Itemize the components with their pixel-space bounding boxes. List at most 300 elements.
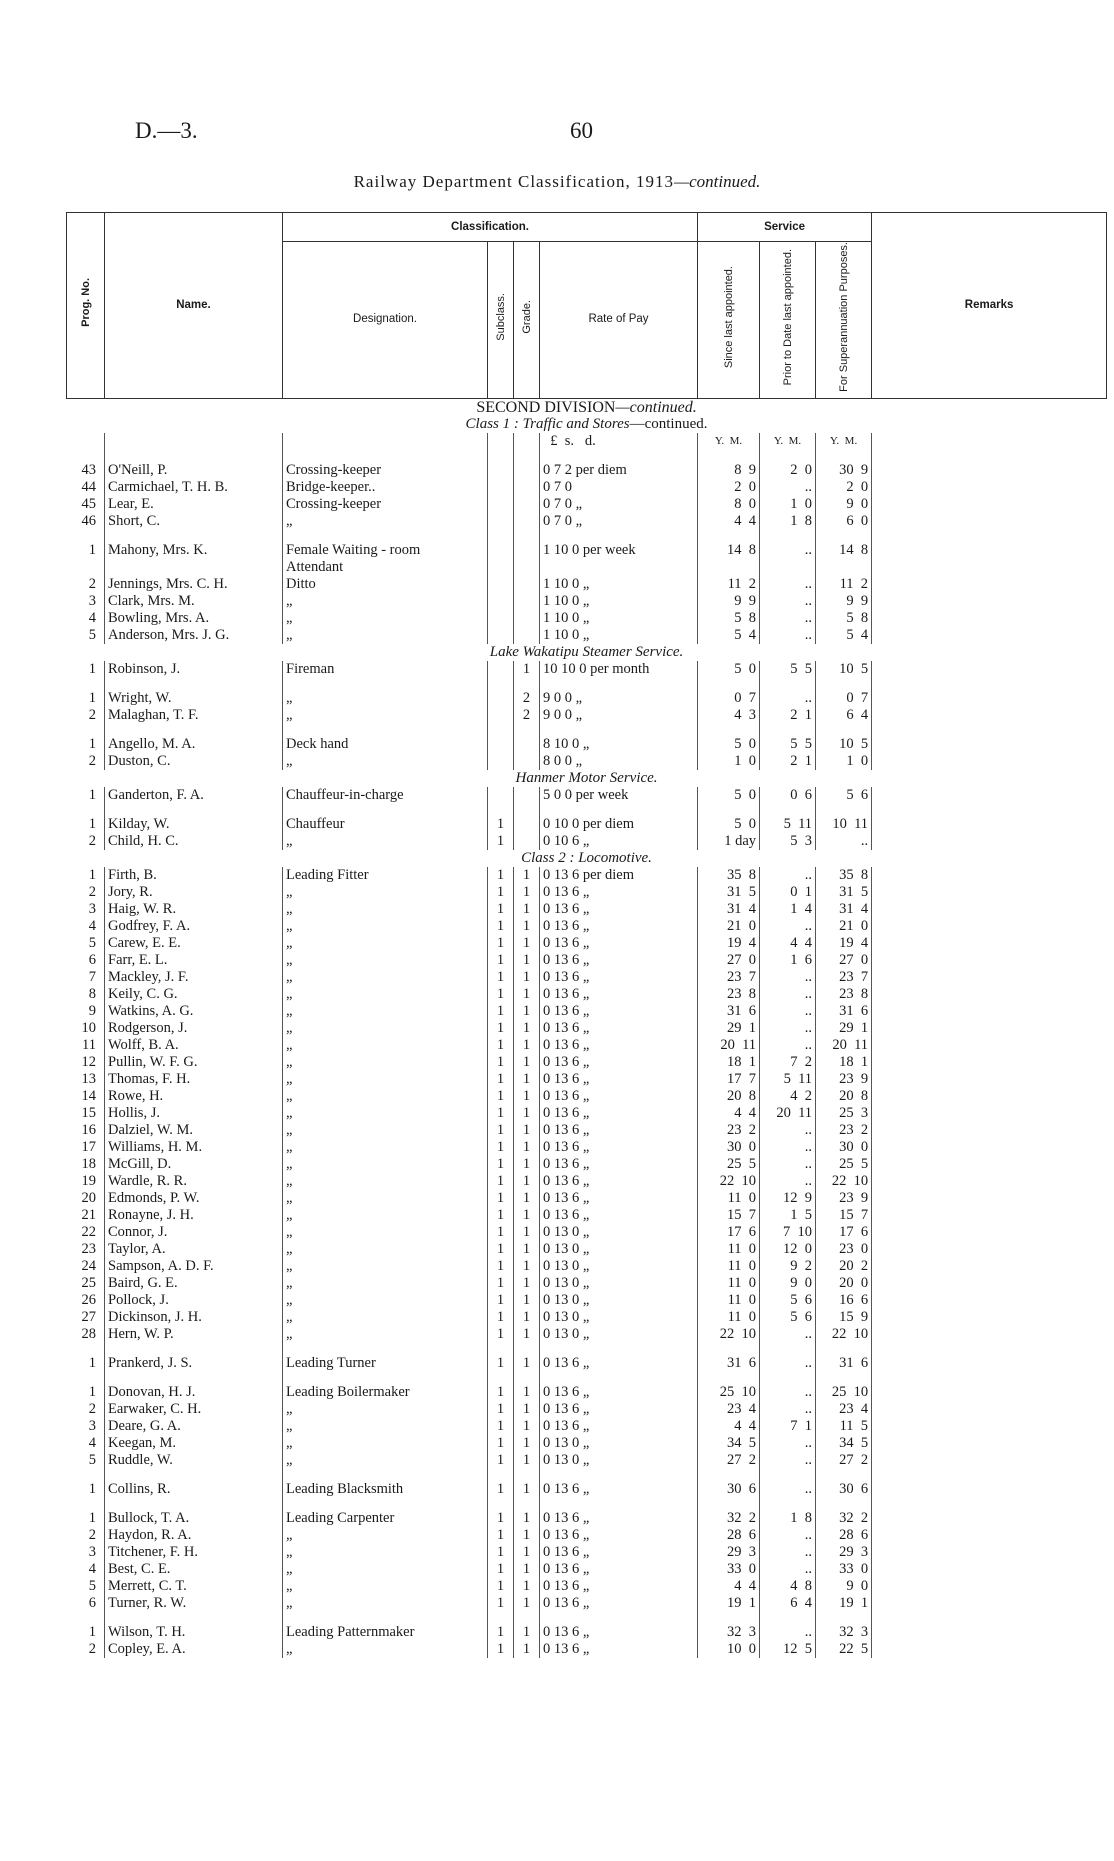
grade: 1 (514, 661, 540, 678)
service-superannuation: 29 3 (816, 1544, 872, 1561)
designation: „ (283, 1309, 488, 1326)
subclass (488, 661, 514, 678)
remarks (872, 1054, 1107, 1071)
service-superannuation: 10 5 (816, 736, 872, 753)
subclass: 1 (488, 1207, 514, 1224)
group-spacer (67, 530, 1107, 542)
grade: 1 (514, 969, 540, 986)
service-prior: 5 6 (760, 1309, 816, 1326)
rate-of-pay: 0 13 6 „ (540, 1020, 698, 1037)
employee-name: Child, H. C. (105, 833, 283, 850)
service-prior: .. (760, 918, 816, 935)
table-row (67, 1190, 1107, 1207)
subclass: 1 (488, 1578, 514, 1595)
service-since-last: 4 3 (698, 707, 760, 724)
designation: Chauffeur-in-charge (283, 787, 488, 804)
designation: „ (283, 513, 488, 530)
rate-of-pay: 0 13 6 „ (540, 1156, 698, 1173)
remarks (872, 901, 1107, 918)
subclass (488, 513, 514, 530)
service-superannuation: 6 0 (816, 513, 872, 530)
subclass (488, 576, 514, 593)
designation: „ (283, 901, 488, 918)
service-superannuation: 32 2 (816, 1510, 872, 1527)
designation: Female Waiting - room (283, 542, 488, 559)
service-since-last: 21 0 (698, 918, 760, 935)
service-prior: .. (760, 1326, 816, 1343)
grade: 1 (514, 1624, 540, 1641)
designation: „ (283, 1578, 488, 1595)
rate-of-pay: 0 13 6 „ (540, 1544, 698, 1561)
service-since-last: 35 8 (698, 867, 760, 884)
table-row (67, 1481, 1107, 1498)
service-since-last: 5 8 (698, 610, 760, 627)
service-prior: 1 0 (760, 496, 816, 513)
employee-name: Godfrey, F. A. (105, 918, 283, 935)
designation: Leading Boilermaker (283, 1384, 488, 1401)
service-superannuation: 23 4 (816, 1401, 872, 1418)
remarks (872, 969, 1107, 986)
service-prior: .. (760, 867, 816, 884)
prog-no: 23 (81, 1240, 96, 1257)
remarks (872, 1139, 1107, 1156)
service-since-last: 11 0 (698, 1241, 760, 1258)
remarks (872, 1071, 1107, 1088)
service-prior: 7 10 (760, 1224, 816, 1241)
service-since-last: 4 4 (698, 513, 760, 530)
rate-of-pay: 1 10 0 „ (540, 610, 698, 627)
service-prior: 1 5 (760, 1207, 816, 1224)
table-row (67, 1355, 1107, 1372)
group-spacer (67, 1612, 1107, 1624)
service-since-last: 15 7 (698, 1207, 760, 1224)
service-prior: .. (760, 627, 816, 644)
rate-of-pay: 0 13 6 „ (540, 1190, 698, 1207)
employee-name: Bowling, Mrs. A. (105, 610, 283, 627)
col-since-last: Since last appointed. (698, 242, 760, 399)
employee-name: Robinson, J. (105, 661, 283, 678)
remarks (872, 707, 1107, 724)
table-row (67, 707, 1107, 724)
service-superannuation: 15 7 (816, 1207, 872, 1224)
grade (514, 496, 540, 513)
grade: 2 (514, 690, 540, 707)
rate-of-pay: 0 13 6 „ (540, 1355, 698, 1372)
prog-no: 24 (81, 1257, 96, 1274)
rate-of-pay: 0 13 6 „ (540, 952, 698, 969)
subclass: 1 (488, 1544, 514, 1561)
service-since-last: 11 0 (698, 1275, 760, 1292)
service-superannuation: 23 0 (816, 1241, 872, 1258)
designation: „ (283, 1292, 488, 1309)
grade (514, 833, 540, 850)
employee-name: McGill, D. (105, 1156, 283, 1173)
table-row (67, 1054, 1107, 1071)
designation: „ (283, 1122, 488, 1139)
grade: 1 (514, 1355, 540, 1372)
table-row (67, 1527, 1107, 1544)
designation: „ (283, 1224, 488, 1241)
rate-of-pay: 0 13 0 „ (540, 1258, 698, 1275)
service-prior: 9 0 (760, 1275, 816, 1292)
service-prior: 12 5 (760, 1641, 816, 1658)
service-since-last: 1 day (698, 833, 760, 850)
rate-of-pay: 0 10 6 „ (540, 833, 698, 850)
table-row (67, 901, 1107, 918)
subclass: 1 (488, 867, 514, 884)
subclass: 1 (488, 1561, 514, 1578)
remarks (872, 627, 1107, 644)
service-prior: 0 6 (760, 787, 816, 804)
prog-no: 1 (88, 735, 96, 752)
rate-of-pay: 0 13 6 „ (540, 1578, 698, 1595)
table-row (67, 1241, 1107, 1258)
rate-of-pay: 0 13 6 „ (540, 1401, 698, 1418)
grade: 1 (514, 1241, 540, 1258)
grade: 1 (514, 1054, 540, 1071)
table-row (67, 610, 1107, 627)
rate-of-pay: 1 10 0 per week (540, 542, 698, 559)
class-heading-row (67, 416, 1107, 433)
rate-of-pay: 8 10 0 „ (540, 736, 698, 753)
service-prior: 1 8 (760, 1510, 816, 1527)
table-row (67, 1544, 1107, 1561)
service-prior: .. (760, 1624, 816, 1641)
prog-no: 14 (81, 1087, 96, 1104)
remarks (872, 1326, 1107, 1343)
col-subclass: Subclass. (488, 242, 514, 399)
service-superannuation: 28 6 (816, 1527, 872, 1544)
service-prior: .. (760, 1452, 816, 1469)
remarks (872, 559, 1107, 576)
service-since-last: 22 10 (698, 1326, 760, 1343)
grade: 1 (514, 1481, 540, 1498)
service-prior: 5 5 (760, 661, 816, 678)
designation: „ (283, 1527, 488, 1544)
grade: 1 (514, 1561, 540, 1578)
prog-no: 17 (81, 1138, 96, 1155)
designation: „ (283, 1401, 488, 1418)
subclass (488, 787, 514, 804)
employee-name: Keily, C. G. (105, 986, 283, 1003)
service-prior: 1 4 (760, 901, 816, 918)
rate-of-pay: 0 10 0 per diem (540, 816, 698, 833)
designation: „ (283, 1139, 488, 1156)
rate-of-pay: 0 13 0 „ (540, 1241, 698, 1258)
remarks (872, 1037, 1107, 1054)
employee-name: Bullock, T. A. (105, 1510, 283, 1527)
service-since-last: 29 3 (698, 1544, 760, 1561)
subclass: 1 (488, 1510, 514, 1527)
grade: 1 (514, 1435, 540, 1452)
subclass: 1 (488, 1054, 514, 1071)
prog-no: 1 (88, 1354, 96, 1371)
table-row (67, 690, 1107, 707)
grade: 1 (514, 1401, 540, 1418)
prog-no: 21 (81, 1206, 96, 1223)
service-since-last: 34 5 (698, 1435, 760, 1452)
table-row (67, 1624, 1107, 1641)
col-rate-of-pay: Rate of Pay (540, 242, 698, 399)
service-superannuation: 35 8 (816, 867, 872, 884)
employee-name: Watkins, A. G. (105, 1003, 283, 1020)
rate-of-pay: 0 13 6 „ (540, 1037, 698, 1054)
service-since-last: 22 10 (698, 1173, 760, 1190)
section-heading-row (67, 770, 1107, 787)
employee-name: Mahony, Mrs. K. (105, 542, 283, 559)
designation: „ (283, 707, 488, 724)
service-superannuation: 31 5 (816, 884, 872, 901)
grade (514, 513, 540, 530)
service-prior: .. (760, 542, 816, 559)
remarks (872, 1258, 1107, 1275)
table-row (67, 661, 1107, 678)
employee-name: Edmonds, P. W. (105, 1190, 283, 1207)
rate-of-pay: 9 0 0 „ (540, 690, 698, 707)
group-spacer (67, 1498, 1107, 1510)
designation: „ (283, 1156, 488, 1173)
service-superannuation: 30 0 (816, 1139, 872, 1156)
grade (514, 542, 540, 559)
rate-of-pay: 0 13 6 „ (540, 1595, 698, 1612)
service-superannuation: 6 4 (816, 707, 872, 724)
total-units: Y. M. (816, 433, 872, 450)
remarks (872, 1122, 1107, 1139)
service-since-last: 31 6 (698, 1355, 760, 1372)
service-superannuation: 25 3 (816, 1105, 872, 1122)
service-since-last: 1 0 (698, 753, 760, 770)
employee-name: Wright, W. (105, 690, 283, 707)
remarks (872, 1156, 1107, 1173)
prog-no: 27 (81, 1308, 96, 1325)
table-row (67, 867, 1107, 884)
table-row (67, 627, 1107, 644)
grade (514, 753, 540, 770)
designation: „ (283, 753, 488, 770)
employee-name: Lear, E. (105, 496, 283, 513)
designation: „ (283, 593, 488, 610)
service-prior: .. (760, 1384, 816, 1401)
service-superannuation: 22 5 (816, 1641, 872, 1658)
subclass (488, 690, 514, 707)
table-row (67, 1003, 1107, 1020)
remarks (872, 661, 1107, 678)
designation: „ (283, 1641, 488, 1658)
grade: 1 (514, 1037, 540, 1054)
service-superannuation: 22 10 (816, 1326, 872, 1343)
grade: 1 (514, 1207, 540, 1224)
prog-no: 15 (81, 1104, 96, 1121)
grade: 1 (514, 884, 540, 901)
rate-of-pay: 0 13 6 „ (540, 1561, 698, 1578)
subclass: 1 (488, 1624, 514, 1641)
service-prior: .. (760, 1561, 816, 1578)
remarks (872, 1207, 1107, 1224)
table-row (67, 1122, 1107, 1139)
table-row (67, 1452, 1107, 1469)
employee-name: Dalziel, W. M. (105, 1122, 283, 1139)
subclass: 1 (488, 1326, 514, 1343)
service-prior: .. (760, 1435, 816, 1452)
units-row (67, 433, 1107, 450)
subclass: 1 (488, 1224, 514, 1241)
subclass (488, 593, 514, 610)
service-since-last: 23 4 (698, 1401, 760, 1418)
subclass (488, 559, 514, 576)
prog-no: 2 (88, 1526, 96, 1543)
prog-no: 10 (81, 1019, 96, 1036)
designation: Leading Turner (283, 1355, 488, 1372)
pay-units: £ s. d. (540, 433, 698, 450)
service-prior: 12 9 (760, 1190, 816, 1207)
designation: „ (283, 1595, 488, 1612)
prog-no: 4 (88, 1434, 96, 1451)
service-since-last: 28 6 (698, 1527, 760, 1544)
remarks (872, 576, 1107, 593)
employee-name: Hollis, J. (105, 1105, 283, 1122)
table-row (67, 1037, 1107, 1054)
subclass: 1 (488, 1088, 514, 1105)
rate-of-pay: 0 13 6 „ (540, 1173, 698, 1190)
designation: Chauffeur (283, 816, 488, 833)
document-reference: D.—3. (135, 118, 198, 143)
designation: Leading Carpenter (283, 1510, 488, 1527)
subclass: 1 (488, 1173, 514, 1190)
rate-of-pay: 1 10 0 „ (540, 593, 698, 610)
designation: Deck hand (283, 736, 488, 753)
rate-of-pay: 0 13 6 „ (540, 1054, 698, 1071)
service-superannuation: 22 10 (816, 1173, 872, 1190)
rate-of-pay: 0 13 6 „ (540, 1003, 698, 1020)
grade (514, 787, 540, 804)
grade: 1 (514, 1326, 540, 1343)
table-row (67, 1224, 1107, 1241)
service-superannuation: 5 6 (816, 787, 872, 804)
designation: „ (283, 1020, 488, 1037)
prog-no: 46 (81, 512, 96, 529)
employee-name: Connor, J. (105, 1224, 283, 1241)
page-title (0, 172, 1114, 192)
remarks (872, 1355, 1107, 1372)
service-since-last: 20 8 (698, 1088, 760, 1105)
employee-name: Pollock, J. (105, 1292, 283, 1309)
service-prior: 12 0 (760, 1241, 816, 1258)
since-units: Y. M. (698, 433, 760, 450)
prog-no: 3 (88, 900, 96, 917)
designation: „ (283, 1173, 488, 1190)
grade: 1 (514, 1173, 540, 1190)
rate-of-pay: 0 7 0 „ (540, 513, 698, 530)
service-superannuation (816, 559, 872, 576)
service-since-last: 4 4 (698, 1105, 760, 1122)
designation: „ (283, 1452, 488, 1469)
designation: „ (283, 1258, 488, 1275)
grade: 1 (514, 1156, 540, 1173)
subclass: 1 (488, 1595, 514, 1612)
service-since-last: 19 4 (698, 935, 760, 952)
prog-no: 19 (81, 1172, 96, 1189)
employee-name: Keegan, M. (105, 1435, 283, 1452)
rate-of-pay: 0 13 6 „ (540, 1384, 698, 1401)
service-superannuation: 9 0 (816, 496, 872, 513)
service-superannuation: 20 0 (816, 1275, 872, 1292)
table-row (67, 1292, 1107, 1309)
remarks (872, 833, 1107, 850)
remarks (872, 496, 1107, 513)
prog-no: 20 (81, 1189, 96, 1206)
remarks (872, 1003, 1107, 1020)
grade (514, 627, 540, 644)
employee-name: Jory, R. (105, 884, 283, 901)
service-prior: 7 1 (760, 1418, 816, 1435)
service-prior: 9 2 (760, 1258, 816, 1275)
remarks (872, 593, 1107, 610)
prog-no: 1 (88, 866, 96, 883)
service-prior: .. (760, 1544, 816, 1561)
grade (514, 479, 540, 496)
rate-of-pay: 0 7 0 „ (540, 496, 698, 513)
subclass: 1 (488, 1309, 514, 1326)
remarks (872, 1561, 1107, 1578)
grade: 1 (514, 1527, 540, 1544)
table-row (67, 479, 1107, 496)
service-superannuation: 31 6 (816, 1355, 872, 1372)
service-since-last: 5 0 (698, 816, 760, 833)
remarks (872, 1292, 1107, 1309)
service-since-last: 31 6 (698, 1003, 760, 1020)
grade: 1 (514, 986, 540, 1003)
subclass: 1 (488, 1418, 514, 1435)
designation: „ (283, 1241, 488, 1258)
subclass (488, 479, 514, 496)
employee-name: Angello, M. A. (105, 736, 283, 753)
grade (514, 736, 540, 753)
prog-no: 2 (88, 752, 96, 769)
service-since-last: 11 2 (698, 576, 760, 593)
col-superannuation: For Superannuation Purposes. (816, 242, 872, 399)
table-row (67, 833, 1107, 850)
prog-no: 2 (88, 1640, 96, 1657)
subclass: 1 (488, 816, 514, 833)
employee-name: Deare, G. A. (105, 1418, 283, 1435)
prog-no: 18 (81, 1155, 96, 1172)
section-heading: Hanmer Motor Service. (515, 769, 658, 786)
prog-no: 4 (88, 609, 96, 626)
employee-name: Sampson, A. D. F. (105, 1258, 283, 1275)
grade (514, 816, 540, 833)
table-row (67, 816, 1107, 833)
subclass: 1 (488, 1452, 514, 1469)
employee-name (105, 559, 283, 576)
group-spacer (67, 1469, 1107, 1481)
service-prior: 5 11 (760, 1071, 816, 1088)
service-prior: 1 8 (760, 513, 816, 530)
table-row (67, 1578, 1107, 1595)
col-name: Name. (105, 213, 283, 399)
service-prior: .. (760, 1139, 816, 1156)
designation: Crossing-keeper (283, 496, 488, 513)
rate-of-pay: 0 13 6 „ (540, 1105, 698, 1122)
remarks (872, 1578, 1107, 1595)
service-prior: 5 11 (760, 816, 816, 833)
subclass: 1 (488, 1401, 514, 1418)
remarks (872, 918, 1107, 935)
employee-name: Short, C. (105, 513, 283, 530)
designation: „ (283, 627, 488, 644)
remarks (872, 542, 1107, 559)
employee-name: Wardle, R. R. (105, 1173, 283, 1190)
service-since-last: 32 2 (698, 1510, 760, 1527)
